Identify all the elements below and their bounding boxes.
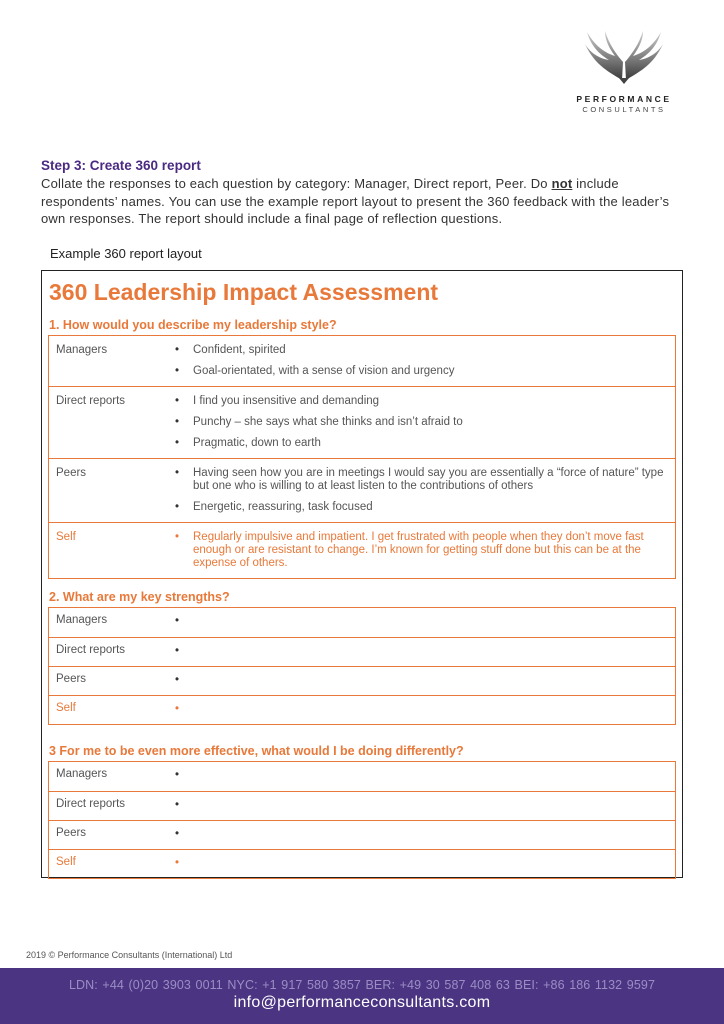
bullet-icon: • [175,615,180,627]
category-label: Managers [56,344,108,356]
response-list [169,523,675,578]
report-title: 360 Leadership Impact Assessment [49,279,439,305]
response-item [169,344,669,357]
q3-row-peers [49,820,675,849]
q2-row-direct-reports [49,637,675,666]
response-item [169,395,669,408]
response-item [169,531,669,570]
category-label: Self [56,856,76,868]
response-list [169,608,675,637]
response-list [169,459,675,522]
category-label: Direct reports [56,798,126,810]
response-text: Regularly impulsive and impatient. I get frustrated with people when they don’t move fast enough or are resistant to change. I’m known for getting stuff done but this can be at the expense of others. [193,531,644,569]
step-text-after: include respondents’ names. You can use the example report layout to present the 360 feedback with the leader’s own responses. The report should include a final page of reflection questions. [41,176,670,226]
bullet-icon: • [175,769,180,781]
bullet-icon: • [175,437,180,449]
response-item [169,437,669,450]
response-item [169,501,669,514]
category-label: Peers [56,673,87,685]
logo-text-line1: PERFORMANCE [576,94,672,104]
question-1-title: 1. How would you describe my leadership style? [49,318,337,332]
question-2-table [48,607,676,725]
report-layout [41,270,683,878]
response-list [169,638,675,666]
bullet-icon: • [175,645,180,657]
bullet-icon: • [175,344,180,356]
category-label: Direct reports [56,644,126,656]
q2-row-managers [49,608,675,637]
footer-bar [0,968,724,1024]
copyright-text: 2019 © Performance Consultants (International) Ltd [26,950,233,960]
response-text: Confident, spirited [193,344,286,356]
step-text-before: Collate the responses to each question by category: Manager, Direct report, Peer. Do [41,176,552,191]
category-label: Self [56,531,76,543]
response-text: Punchy – she says what she thinks and isn’t afraid to [193,416,463,428]
q1-row-direct-reports [49,386,675,458]
q3-row-self [49,849,675,878]
step-text-emphasis: not [551,176,573,191]
response-text: I find you insensitive and demanding [193,395,380,407]
question-2-title: 2. What are my key strengths? [49,590,230,604]
category-label: Peers [56,827,87,839]
wings-logo-icon [581,28,667,86]
response-list [169,821,675,849]
bullet-icon: • [175,828,180,840]
bullet-icon: • [175,395,180,407]
bullet-icon: • [175,531,180,543]
example-label: Example 360 report layout [50,246,202,261]
response-list [169,336,675,386]
step-description [41,175,686,228]
response-list [169,387,675,458]
bullet-icon: • [175,365,180,377]
logo-text-line2: CONSULTANTS [582,105,666,114]
office-contacts: LDN: +44 (0)20 3903 0011 NYC: +1 917 580 3857 BER: +49 30 587 408 63 BEI: +86 186 1132 9597 [68,978,655,992]
response-item [169,416,669,429]
response-text: Goal-orientated, with a sense of vision and urgency [193,365,455,377]
response-list [169,792,675,820]
q1-row-peers [49,458,675,522]
category-label: Self [56,702,76,714]
response-list [169,762,675,791]
response-list [169,850,675,878]
category-label: Managers [56,768,108,780]
step-title: Step 3: Create 360 report [41,158,201,173]
question-1-table [48,335,676,579]
question-3-table [48,761,676,879]
category-label: Managers [56,614,108,626]
company-logo [574,28,674,114]
q1-row-self [49,522,675,578]
category-label: Peers [56,467,87,479]
bullet-icon: • [175,674,180,686]
q3-row-managers [49,762,675,791]
response-text: Energetic, reassuring, task focused [193,501,373,513]
contact-email: info@performanceconsultants.com [233,994,491,1011]
bullet-icon: • [175,703,180,715]
bullet-icon: • [175,799,180,811]
response-item [169,467,669,493]
step-section [41,157,686,228]
q2-row-self [49,695,675,724]
response-text: Having seen how you are in meetings I would say you are essentially a “force of nature” type but one who is willing to at least listen to the contributions of others [193,467,664,492]
bullet-icon: • [175,501,180,513]
question-3-title: 3 For me to be even more effective, what would I be doing differently? [49,744,464,758]
category-label: Direct reports [56,395,126,407]
q3-row-direct-reports [49,791,675,820]
bullet-icon: • [175,467,180,479]
bullet-icon: • [175,857,180,869]
response-list [169,696,675,724]
response-text: Pragmatic, down to earth [193,437,321,449]
response-list [169,667,675,695]
q2-row-peers [49,666,675,695]
q1-row-managers [49,336,675,386]
bullet-icon: • [175,416,180,428]
response-item [169,365,669,378]
